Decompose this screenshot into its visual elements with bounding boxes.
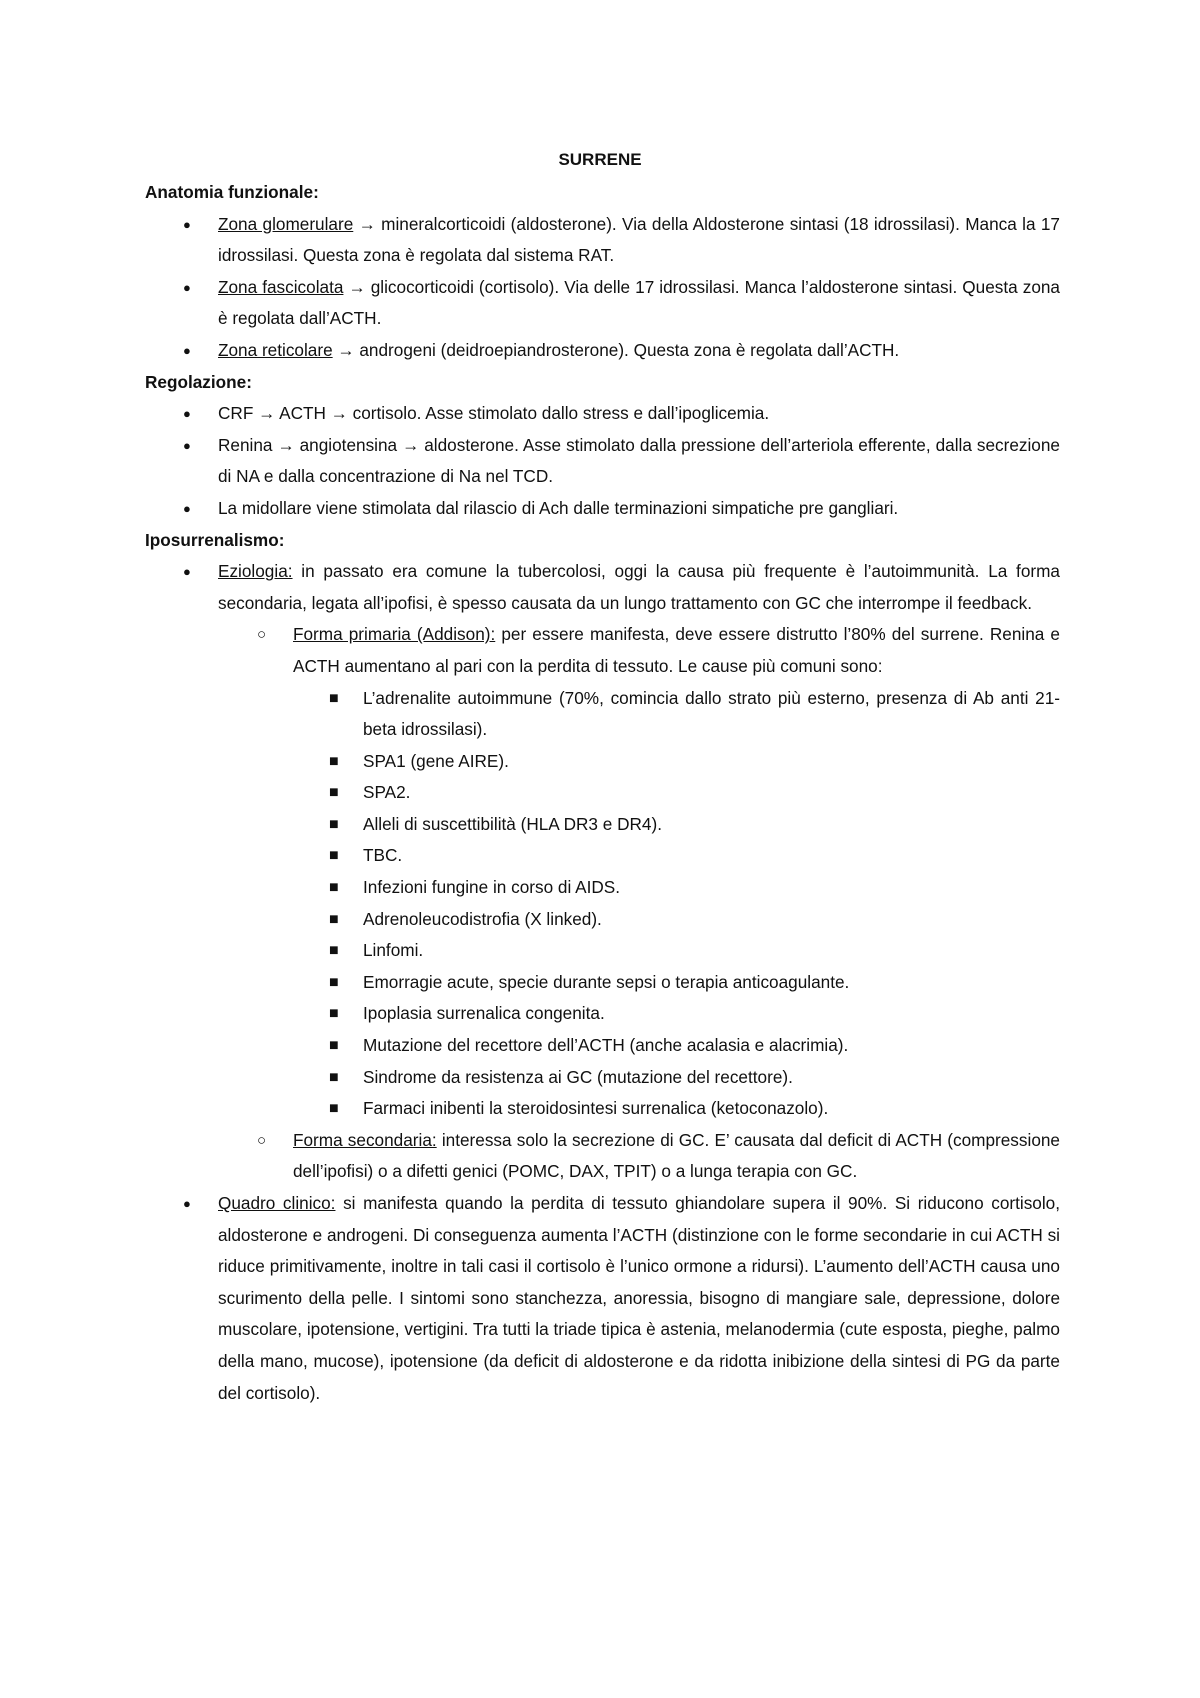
item-label: Zona glomerulare [218, 213, 354, 234]
item-label: Zona fascicolata [218, 276, 344, 297]
bullet-icon: ● [183, 564, 191, 580]
list-item [145, 398, 1060, 430]
item-text: per essere manifesta, deve essere distrutto l’80% del surrene. Renina e ACTH aumentano al pari con la perdita di tessuto. Le cause più comuni sono: [293, 624, 1060, 676]
item-text: CRF → ACTH → cortisolo. Asse stimolato dallo stress e dall’ipoglicemia. [218, 403, 770, 424]
cause-text: Ipoplasia surrenalica congenita. [363, 1003, 605, 1024]
section-heading-anatomia: Anatomia funzionale: [145, 182, 319, 202]
list-item [145, 209, 1060, 272]
item-label: Zona reticolare [218, 339, 333, 360]
cause-list-item [145, 872, 1060, 904]
cause-text: Adrenoleucodistrofia (X linked). [363, 908, 602, 929]
bullet-icon: ● [183, 279, 191, 295]
square-bullet-icon: ■ [329, 1100, 339, 1118]
item-text: → glicocorticoidi (cortisolo). Via delle 17 idrossilasi. Manca l’aldosterone sintasi. Questa zona è regolata dall’ACTH. [218, 276, 1060, 329]
document-title: SURRENE [558, 150, 642, 169]
square-bullet-icon: ■ [329, 1068, 339, 1086]
square-bullet-icon: ■ [329, 689, 339, 707]
item-text: → androgeni (deidroepiandrosterone). Questa zona è regolata dall’ACTH. [332, 339, 900, 360]
list-item [145, 272, 1060, 335]
bullet-icon: ● [183, 342, 191, 358]
circle-bullet-icon: ○ [257, 626, 267, 644]
square-bullet-icon: ■ [329, 973, 339, 991]
list-item [145, 335, 1060, 367]
cause-list-item [145, 998, 1060, 1030]
item-label: Eziologia: [218, 561, 293, 582]
causes-list [145, 683, 1060, 1125]
item-text: Renina → angiotensina → aldosterone. Asse stimolato dalla pressione dell’arteriola efferente, dalla secrezione di NA e dalla concentrazione di Na nel TCD. [218, 434, 1060, 487]
cause-list-item [145, 967, 1060, 999]
document-body [145, 177, 1060, 1409]
cause-list-item [145, 1062, 1060, 1094]
square-bullet-icon: ■ [329, 879, 339, 897]
cause-text: SPA1 (gene AIRE). [363, 750, 509, 771]
bullet-icon: ● [183, 406, 191, 422]
item-text: interessa solo la secrezione di GC. E’ causata dal deficit di ACTH (compressione dell’ipofisi) o a difetti genici (POMC, DAX, TPIT) o a lunga terapia con GC. [293, 1129, 1060, 1182]
square-bullet-icon: ■ [329, 752, 339, 770]
square-bullet-icon: ■ [329, 784, 339, 802]
item-text: → mineralcorticoidi (aldosterone). Via della Aldosterone sintasi (18 idrossilasi). Manca la 17 idrossilasi. Questa zona è regolata dal sistema RAT. [218, 213, 1060, 266]
item-text: La midollare viene stimolata dal rilascio di Ach dalle terminazioni simpatiche pre gangliari. [218, 497, 899, 518]
cause-list-item [145, 1030, 1060, 1062]
cause-text: SPA2. [363, 782, 411, 803]
square-bullet-icon: ■ [329, 815, 339, 833]
item-label: Quadro clinico: [218, 1193, 336, 1213]
list-item [145, 1188, 1060, 1409]
cause-list-item [145, 809, 1060, 841]
cause-text: Infezioni fungine in corso di AIDS. [363, 877, 621, 898]
square-bullet-icon: ■ [329, 1037, 339, 1055]
sub-list-item [145, 619, 1060, 682]
cause-text: Farmaci inibenti la steroidosintesi surrenalica (ketoconazolo). [363, 1098, 829, 1119]
cause-list-item [145, 683, 1060, 746]
bullet-icon: ● [183, 1196, 191, 1211]
cause-text: Alleli di suscettibilità (HLA DR3 e DR4). [363, 813, 662, 834]
list-item [145, 493, 1060, 525]
square-bullet-icon: ■ [329, 1005, 339, 1023]
item-text: in passato era comune la tubercolosi, oggi la causa più frequente è l’autoimmunità. La forma secondaria, legata all’ipofisi, è spesso causata da un lungo trattamento con GC che interrompe il feedback. [218, 561, 1060, 613]
bullet-icon: ● [183, 216, 191, 232]
cause-list-item [145, 746, 1060, 778]
cause-list-item [145, 777, 1060, 809]
square-bullet-icon: ■ [329, 847, 339, 865]
cause-list-item [145, 1093, 1060, 1125]
cause-list-item [145, 904, 1060, 936]
section-heading-regolazione: Regolazione: [145, 371, 252, 392]
square-bullet-icon: ■ [329, 910, 339, 928]
item-label: Forma primaria (Addison): [293, 624, 496, 645]
cause-text: L’adrenalite autoimmune (70%, comincia dallo strato più esterno, presenza di Ab anti 21-beta idrossilasi). [363, 687, 1060, 740]
list-item [145, 430, 1060, 493]
cause-text: Mutazione del recettore dell’ACTH (anche acalasia e alacrimia). [363, 1035, 849, 1056]
bullet-icon: ● [183, 500, 191, 516]
cause-text: Emorragie acute, specie durante sepsi o terapia anticoagulante. [363, 971, 850, 992]
item-text: si manifesta quando la perdita di tessuto ghiandolare supera il 90%. Si riducono cortisolo, aldosterone e androgeni. Di conseguenza aumenta l’ACTH (distinzione con le forme secondarie in cui ACTH si riduce primitivamente, inoltre in tali casi il cortisolo è l’unico ormone a ridursi). L’aumento dell’ACTH causa uno scurimento della pelle. I sintomi sono stanchezza, anoressia, bisogno di mangiare sale, depressione, dolore muscolare, ipotensione, vertigini. Tra tutti la triade tipica è astenia, melanodermia (cute esposta, pieghe, palmo della mano, mucose), ipotensione (da deficit di aldosterone e da ridotta inibizione della sintesi di PG da parte del cortisolo). [218, 1193, 1061, 1403]
bullet-icon: ● [183, 437, 191, 453]
cause-list-item [145, 840, 1060, 872]
section-heading-iposurrenalismo: Iposurrenalismo: [145, 529, 285, 550]
square-bullet-icon: ■ [329, 942, 339, 960]
cause-list-item [145, 935, 1060, 967]
list-item [145, 556, 1060, 619]
cause-text: Sindrome da resistenza ai GC (mutazione del recettore). [363, 1066, 793, 1087]
cause-text: Linfomi. [363, 940, 424, 961]
sub-list-item [145, 1125, 1060, 1188]
item-label: Forma secondaria: [293, 1129, 437, 1150]
cause-text: TBC. [363, 845, 403, 866]
circle-bullet-icon: ○ [257, 1131, 267, 1149]
